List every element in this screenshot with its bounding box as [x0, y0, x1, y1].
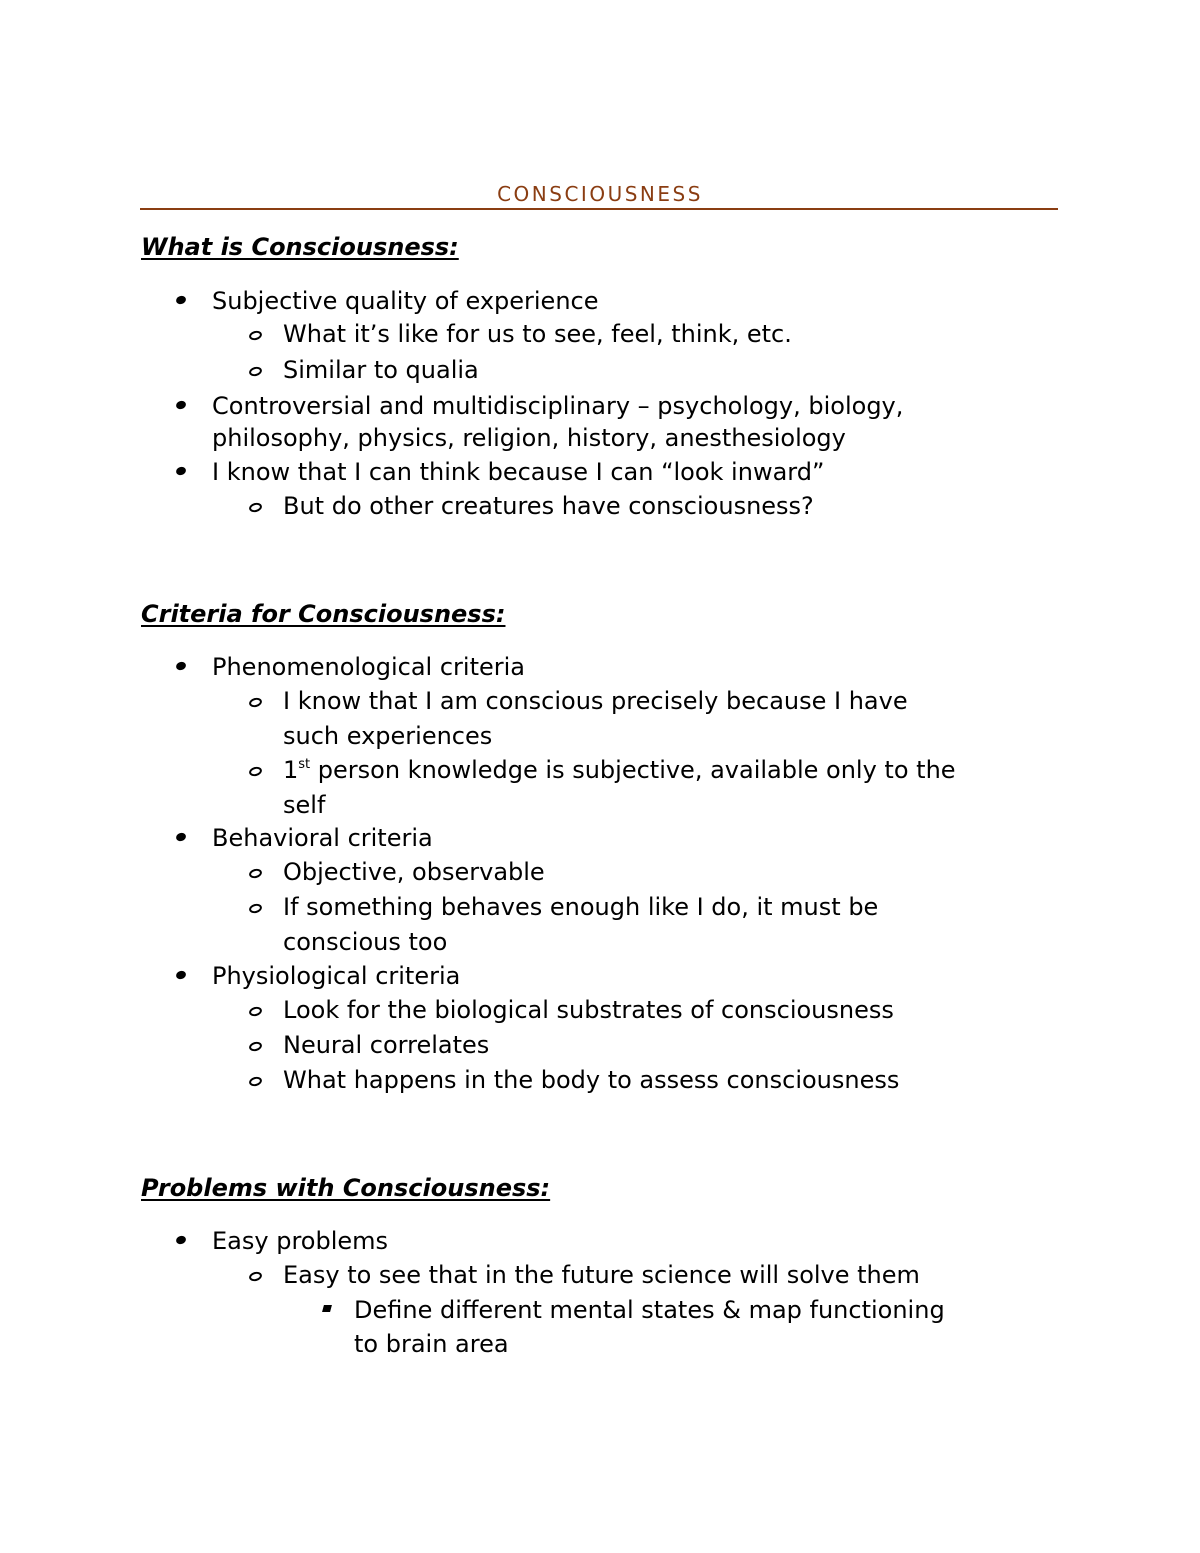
- list-item: Objective, observable: [283, 858, 545, 886]
- list-item-continuation: to brain area: [354, 1330, 509, 1358]
- list-item: Phenomenological criteria: [212, 653, 525, 681]
- list-item: Easy to see that in the future science will solve them: [283, 1261, 920, 1289]
- circle-bullet-icon: [248, 765, 263, 777]
- list-item-continuation: such experiences: [283, 722, 493, 750]
- circle-bullet-icon: [248, 867, 263, 879]
- document-title: CONSCIOUSNESS: [497, 182, 703, 206]
- list-item: I know that I am conscious precisely because I have: [283, 687, 908, 715]
- list-item: If something behaves enough like I do, it must be: [283, 893, 879, 921]
- circle-bullet-icon: [248, 1040, 263, 1052]
- bullet-icon: [175, 1235, 187, 1246]
- list-item-text: person knowledge is subjective, available only to the: [310, 756, 956, 784]
- list-item: Define different mental states & map functioning: [354, 1296, 945, 1324]
- section-heading-what-is: What is Consciousness:: [141, 233, 459, 261]
- list-item: I know that I can think because I can “look inward”: [212, 458, 825, 486]
- list-item-continuation: self: [283, 791, 326, 819]
- list-item: What happens in the body to assess consciousness: [283, 1066, 900, 1094]
- list-item: Easy problems: [212, 1227, 389, 1255]
- list-item: Physiological criteria: [212, 962, 461, 990]
- bullet-icon: [175, 466, 187, 477]
- list-item-continuation: philosophy, physics, religion, history, anesthesiology: [212, 424, 846, 452]
- list-item: But do other creatures have consciousness?: [283, 492, 814, 520]
- ordinal-number: 1: [283, 756, 299, 784]
- list-item: Look for the biological substrates of consciousness: [283, 996, 894, 1024]
- section-heading-criteria: Criteria for Consciousness:: [141, 600, 506, 628]
- title-divider: [140, 208, 1058, 210]
- ordinal-suffix: st: [298, 757, 311, 772]
- list-item: [283, 755, 956, 785]
- list-item: Subjective quality of experience: [212, 287, 599, 315]
- list-item: What it’s like for us to see, feel, think, etc.: [283, 320, 792, 348]
- section-heading-problems: Problems with Consciousness:: [141, 1174, 551, 1202]
- bullet-icon: [175, 661, 187, 672]
- bullet-icon: [175, 295, 187, 306]
- list-item-continuation: conscious too: [283, 928, 448, 956]
- circle-bullet-icon: [248, 1270, 263, 1282]
- bullet-icon: [175, 400, 187, 411]
- circle-bullet-icon: [248, 1005, 263, 1017]
- bullet-icon: [175, 832, 187, 843]
- square-bullet-icon: [322, 1305, 332, 1312]
- list-item: Neural correlates: [283, 1031, 490, 1059]
- bullet-icon: [175, 970, 187, 981]
- list-item: Controversial and multidisciplinary – psychology, biology,: [212, 392, 904, 420]
- list-item: Behavioral criteria: [212, 824, 433, 852]
- circle-bullet-icon: [248, 501, 263, 513]
- circle-bullet-icon: [248, 696, 263, 708]
- circle-bullet-icon: [248, 365, 263, 377]
- list-item: Similar to qualia: [283, 356, 479, 384]
- circle-bullet-icon: [248, 902, 263, 914]
- circle-bullet-icon: [248, 329, 263, 341]
- circle-bullet-icon: [248, 1075, 263, 1087]
